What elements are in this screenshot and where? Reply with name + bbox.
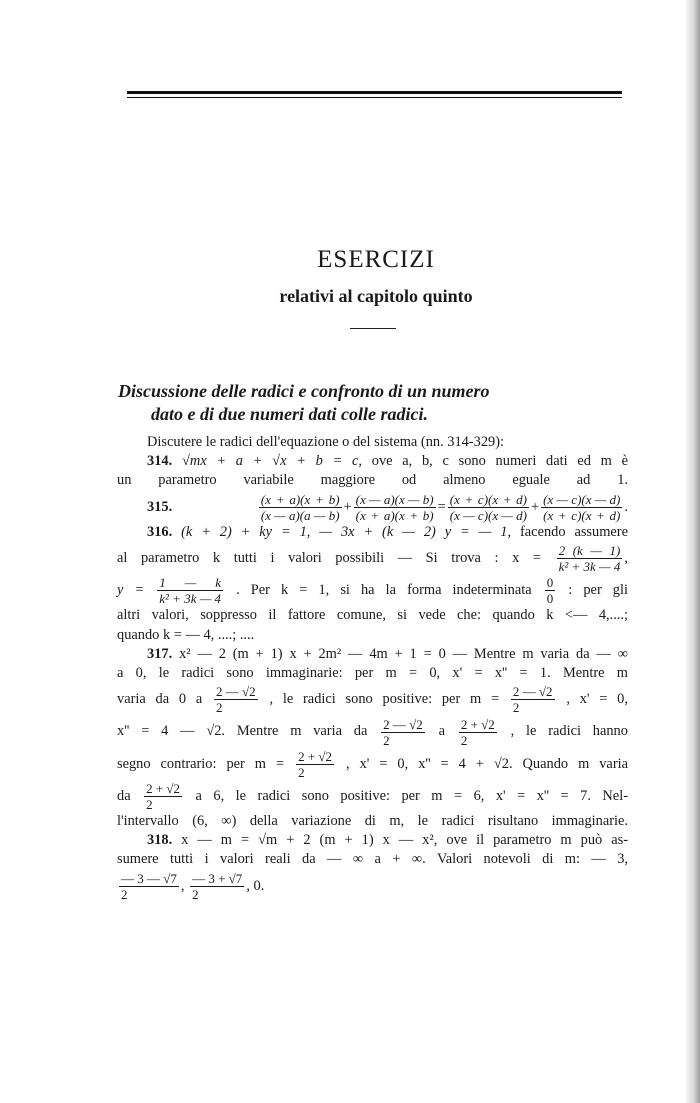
denominator: 2: [146, 796, 153, 812]
fraction: [381, 717, 425, 748]
fraction: [541, 492, 622, 523]
denominator: k² + 3k — 4: [159, 591, 222, 607]
fraction: [157, 575, 223, 606]
section-heading-line1: Discussione delle radici e confronto di un numero: [118, 381, 490, 401]
denominator: 2: [512, 700, 520, 716]
exercise-317-line5: [117, 748, 628, 780]
denominator: 2: [192, 886, 199, 902]
text: varia da 0 a: [117, 691, 203, 708]
exercise-317-line2: a 0, le radici sono immaginarie: per m = 0, x' = x'' = 1. Mentre m: [117, 664, 628, 681]
exercise-317-line4: [117, 715, 628, 747]
text: x'' = 4 — √2. Mentre m varia da: [117, 723, 368, 740]
text: , 0.: [246, 877, 265, 894]
page-edge-shadow: [684, 0, 700, 1103]
fraction: [214, 684, 258, 715]
text: al parametro k tutti i valori possibili — Si trova : x =: [117, 550, 541, 566]
numerator: (x + a)(x + b): [260, 491, 340, 507]
numerator: (x — c)(x — d): [543, 491, 621, 507]
numerator: 2 — √2: [216, 684, 256, 700]
text: ove a, b, c sono numeri dati ed m è: [371, 453, 628, 470]
denominator: (x — a)(a — b): [260, 507, 340, 523]
exercise-316-line5: quando k = — 4, ....; ....: [117, 626, 255, 643]
numerator: — 3 — √7: [121, 870, 177, 886]
numerator: — 3 + √7: [192, 870, 243, 886]
numerator: 0: [546, 575, 554, 591]
denominator: 2: [216, 700, 223, 716]
exercise-317-line1: [117, 645, 628, 664]
text: x — m = √m + 2 (m + 1) x — x², ove il parametro m può as-: [181, 832, 629, 849]
denominator: (x + c)(x + d): [543, 507, 621, 523]
intro-line: Discutere le radici dell'equazione o del sistema (nn. 314-329):: [147, 434, 505, 450]
fraction: [354, 492, 436, 523]
exercise-text: [117, 433, 628, 902]
exercise-317-line3: [117, 683, 628, 715]
denominator: 0: [546, 591, 554, 607]
exercise-314-line2: un parametro variabile maggiore od almeno eguale ad 1.: [117, 472, 628, 489]
exercise-315-line: 315. $\frac{(x + a)(x + b)}{(x — a)(a — b)}$ + $\frac{(x — a)(x — b)}{(x + a)(x + b)}$ = $\frac{(x + c)(x + d)}{(x — c)(x — d)}$ + $\frac{(x — c)(x — d)}{(x + c)(x + d)}$ .: [147, 491, 628, 523]
equation: (k + 2) + ky = 1, — 3x + (k — 2) y = — 1,: [181, 523, 512, 540]
chapter-title: ESERCIZI: [317, 246, 435, 273]
fraction: [119, 871, 179, 902]
text: , le radici hanno: [510, 723, 628, 740]
denominator: 2: [298, 764, 305, 780]
exercise-number: 315.: [147, 498, 173, 515]
denominator: 2: [121, 886, 128, 902]
exercise-number: 317.: [147, 645, 173, 662]
numerator: 2 + √2: [460, 716, 495, 732]
exercise-317-line6: [117, 780, 628, 812]
top-rule-thin: [127, 97, 622, 98]
top-rule-thick: [127, 91, 622, 94]
fraction: [557, 543, 623, 574]
fraction: [511, 684, 555, 715]
text: y =: [117, 582, 145, 599]
numerator: 2 + √2: [146, 780, 181, 796]
fraction: [459, 717, 497, 748]
exercise-number: 314.: [147, 453, 173, 470]
fraction: [296, 749, 334, 780]
exercise-314-line1: [117, 452, 628, 471]
text: a 6, le radici sono positive: per m = 6, x' = x'' = 7. Nel-: [195, 787, 628, 804]
title-divider: [350, 328, 396, 329]
text: da: [117, 787, 131, 804]
exercise-318-line3: $\frac{— 3 — √7}{2}$ , $\frac{— 3 + √7}{2}$ , 0.: [121, 870, 265, 902]
numerator: (x — a)(x — b): [355, 491, 434, 507]
denominator: (x + a)(x + b): [355, 507, 434, 523]
exercise-316-line2: al parametro k tutti i valori possibili — Si trova : x = $\frac{2 (k — 1)}{\text{k² + 3k — 4}}$ ,: [117, 543, 628, 575]
denominator: k² + 3k — 4: [558, 559, 621, 575]
numerator: 1 — k: [159, 575, 222, 591]
exercise-number: 318.: [147, 832, 173, 849]
text: facendo assumere: [520, 523, 628, 540]
exercise-316-line1: [117, 523, 628, 542]
text: x² — 2 (m + 1) x + 2m² — 4m + 1 = 0 — Mentre m varia da — ∞: [179, 645, 628, 662]
section-heading: [118, 380, 628, 426]
numerator: 2 — √2: [383, 716, 423, 732]
fraction: [545, 575, 556, 606]
exercise-317-line7: l'intervallo (6, ∞) della variazione di m, le radici risultano immaginarie.: [117, 812, 628, 829]
numerator: 2 (k — 1): [558, 543, 621, 559]
fraction: [259, 492, 342, 523]
text: , x' = 0, x'' = 4 + √2. Quando m varia: [346, 755, 628, 772]
text: , x' = 0,: [566, 691, 628, 708]
denominator: 2: [460, 732, 468, 748]
fraction: [190, 871, 244, 902]
section-heading-line2: dato e di due numeri dati colle radici.: [151, 404, 428, 424]
exercise-318-line2: sumere tutti i valori reali da — ∞ a + ∞. Valori notevoli di m: — 3,: [117, 851, 628, 868]
text: , le radici sono positive: per m =: [269, 691, 500, 708]
text: : per gli: [568, 582, 628, 599]
chapter-subtitle: relativi al capitolo quinto: [279, 286, 473, 306]
denominator: 2: [383, 732, 390, 748]
numerator: 2 + √2: [298, 748, 333, 764]
text: segno contrario: per m =: [117, 755, 285, 772]
text: a: [438, 723, 446, 740]
exercise-316-line3: [117, 574, 628, 606]
fraction: [144, 781, 182, 812]
text: . Per k = 1, si ha la forma indeterminata: [236, 582, 532, 599]
numerator: (x + c)(x + d): [449, 491, 528, 507]
exercise-316-line4: altri valori, soppresso il fattore comune, si vede che: quando k <— 4,....;: [117, 607, 628, 624]
fraction: [448, 492, 529, 523]
numerator: 2 — √2: [512, 684, 553, 700]
equation: √mx + a + √x + b = c,: [181, 453, 362, 470]
denominator: (x — c)(x — d): [449, 507, 528, 523]
exercise-318-line1: [117, 831, 628, 850]
exercise-number: 316.: [147, 523, 173, 540]
